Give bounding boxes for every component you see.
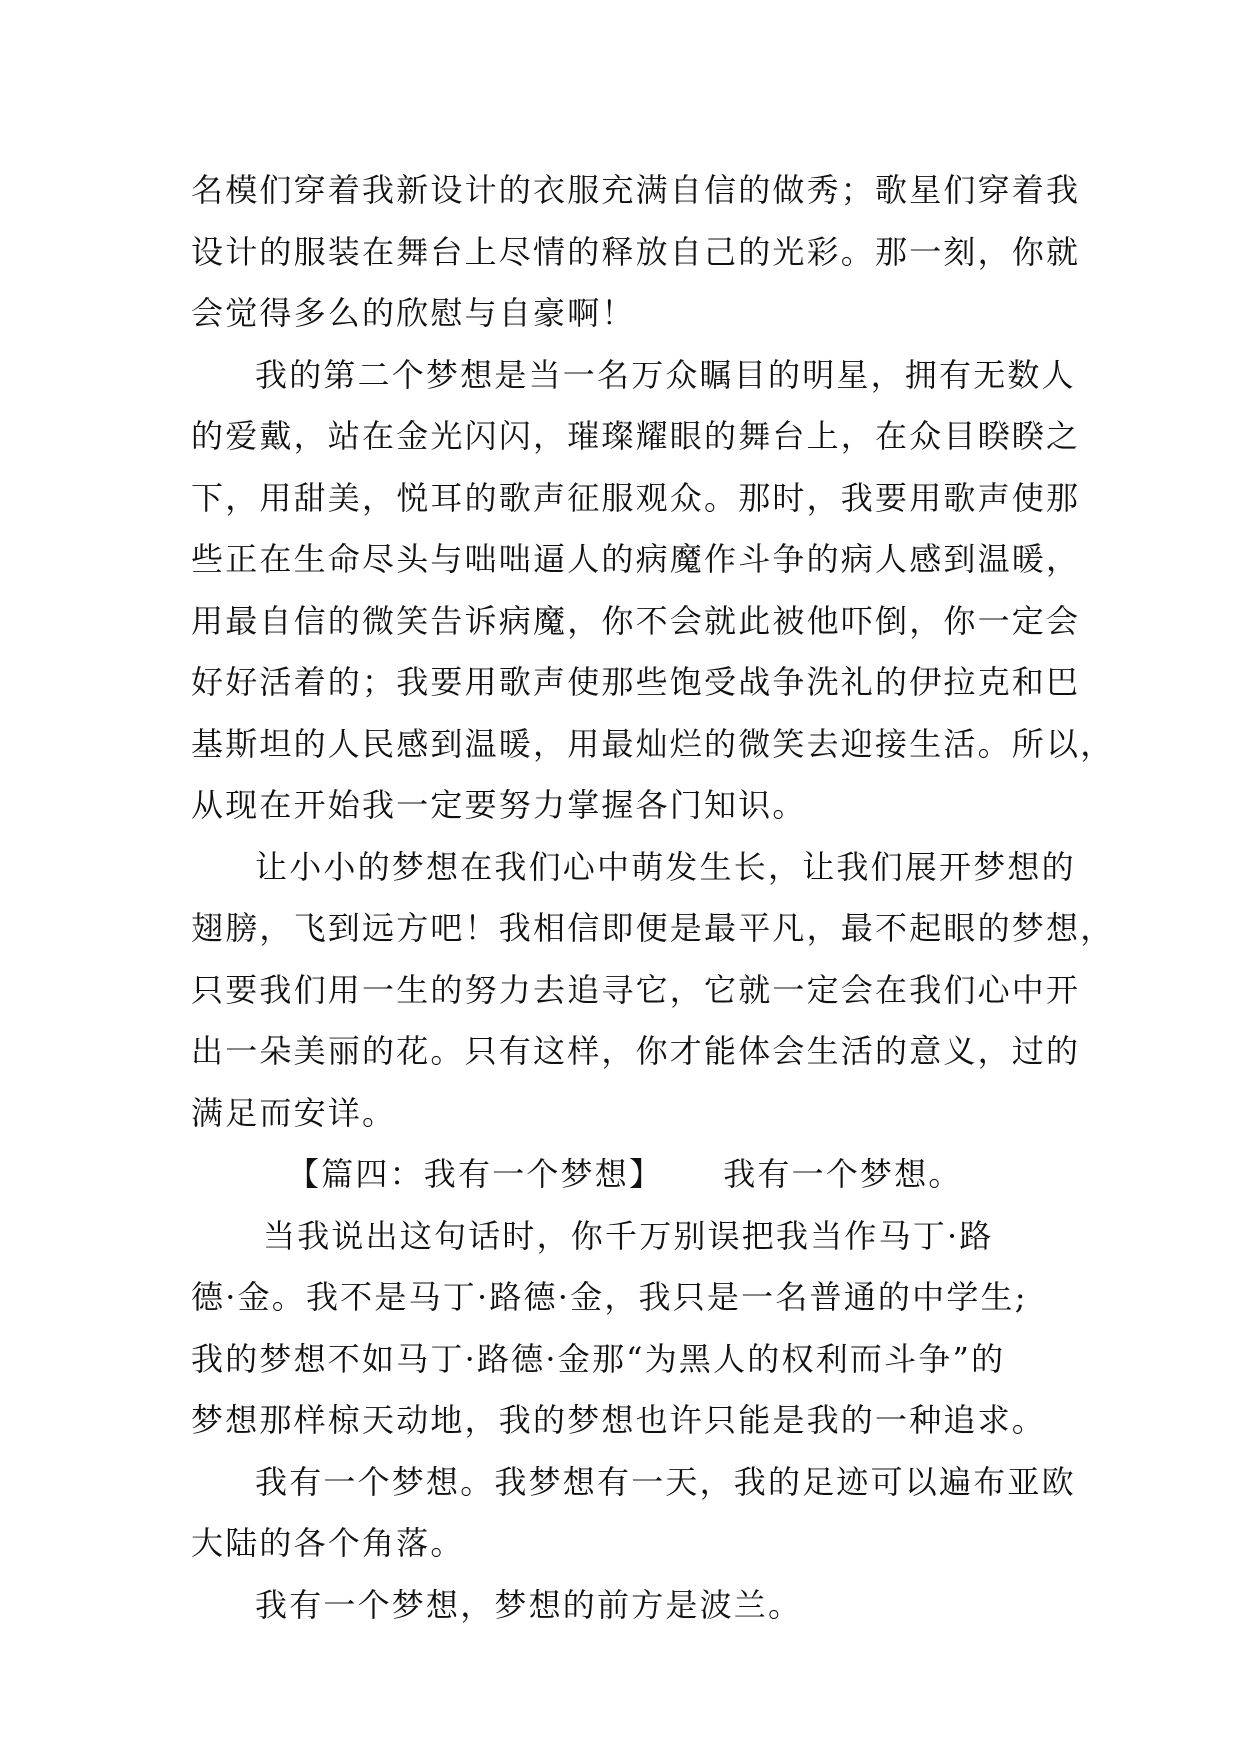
paragraph-start-line: 当我说出这句话时，你千万别误把我当作马丁·路 [263,1216,994,1255]
text-line: 翅膀，飞到远方吧！我相信即便是最平凡，最不起眼的梦想， [191,909,1115,947]
text-line: 用最自信的微笑告诉病魔，你不会就此被他吓倒，你一定会 [191,601,1081,640]
text-line: 会觉得多么的欣慰与自豪啊！ [191,294,636,332]
text-line: 下，用甜美，悦耳的歌声征服观众。那时，我要用歌声使那 [191,478,1081,517]
section-heading-line [191,1144,1051,1206]
text-line: 只要我们用一生的努力去追寻它，它就一定会在我们心中开 [191,970,1081,1009]
paragraph-start-line: 我有一个梦想。我梦想有一天，我的足迹可以遍布亚欧 [255,1462,1076,1501]
text-line: 设计的服装在舞台上尽情的释放自己的光彩。那一刻，你就 [191,232,1081,271]
section-heading-followup: 我有一个梦想。 [723,1155,963,1193]
text-line: 我的梦想不如马丁·路德·金那“为黑人的权利而斗争”的 [191,1339,1006,1378]
paragraph-start-line: 让小小的梦想在我们心中萌发生长，让我们展开梦想的 [255,847,1076,886]
paragraph-start-line: 我的第二个梦想是当一名万众瞩目的明星，拥有无数人 [255,355,1076,394]
text-line: 基斯坦的人民感到温暖，用最灿烂的微笑去迎接生活。所以， [191,724,1115,763]
text-line: 大陆的各个角落。 [191,1524,465,1562]
text-line: 名模们穿着我新设计的衣服充满自信的做秀；歌星们穿着我 [191,171,1081,209]
text-line: 出一朵美丽的花。只有这样，你才能体会生活的意义，过的 [191,1032,1081,1070]
text-line: 梦想那样椋天动地，我的梦想也许只能是我的一种追求。 [191,1401,1047,1439]
text-line: 满足而安详。 [191,1093,397,1132]
text-line: 从现在开始我一定要努力掌握各门知识。 [191,786,807,824]
document-body [191,160,1115,1636]
text-line: 德·金。我不是马丁·路德·金，我只是一名普通的中学生; [191,1278,1028,1316]
paragraph-start-line: 我有一个梦想，梦想的前方是波兰。 [255,1585,803,1624]
text-line: 的爱戴，站在金光闪闪，璀璨耀眼的舞台上，在众目睽睽之 [191,417,1081,455]
text-line: 些正在生命尽头与咄咄逼人的病魔作斗争的病人感到温暖， [191,540,1081,578]
section-heading: 【篇四：我有一个梦想】 [287,1155,664,1193]
text-line: 好好活着的；我要用歌声使那些饱受战争洗礼的伊拉克和巴 [191,663,1081,701]
